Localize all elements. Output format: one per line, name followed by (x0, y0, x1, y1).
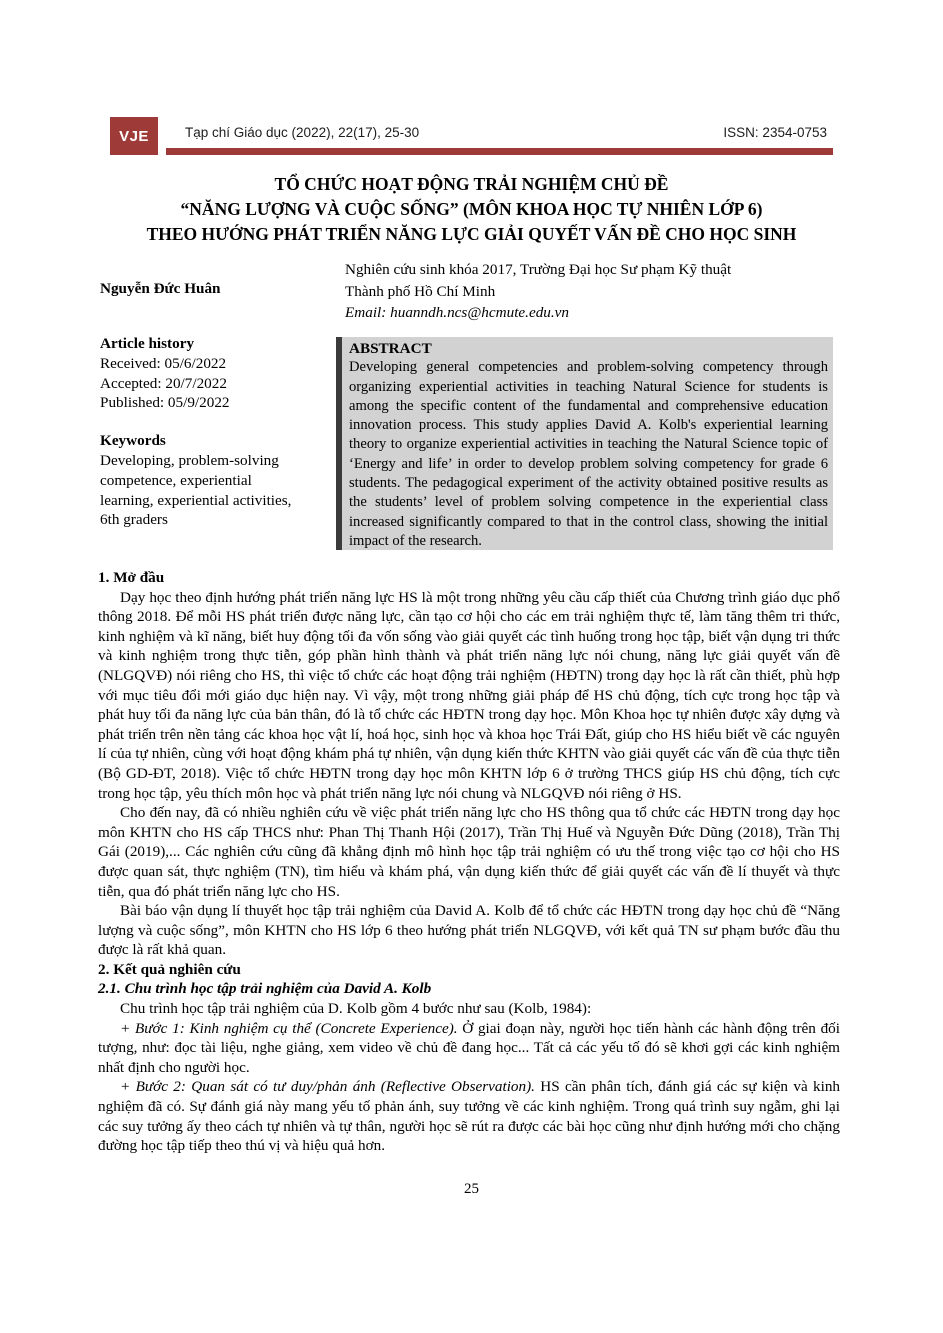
kolb-step-2-text: HS cần phân tích, đánh giá các sự kiện và kinh nghiệm đã có. Sự đánh giá này mang yếu tố phản ánh, suy tưởng về các kinh nghiệm. Trong quá trình suy ngẫm, ghi lại các suy tưởng ấy theo cách tự nhiên và tự thân, người học sẽ rút ra được các bài học cũng như định hướng mới cho chặng đường học tập tiếp theo thú vị và hiệu quả hơn. (98, 1078, 841, 1155)
kolb-step-1-paragraph (98, 1019, 840, 1078)
article-history-block (100, 334, 322, 413)
kolb-step-1-lead: + Bước 1: Kinh nghiệm cụ thể (Concrete Experience). (120, 1019, 458, 1037)
accepted-date: Accepted: 20/7/2022 (100, 374, 227, 392)
author-details (345, 259, 765, 324)
header-rule (110, 148, 833, 155)
received-date: Received: 05/6/2022 (100, 354, 227, 372)
section-2-heading: 2. Kết quả nghiên cứu (98, 960, 241, 978)
paper-title-line-1: TỔ CHỨC HOẠT ĐỘNG TRẢI NGHIỆM CHỦ ĐỀ (274, 174, 669, 194)
author-name: Nguyễn Đức Huân (100, 280, 221, 297)
keywords-text: Developing, problem-solving competence, experiential learning, experiential activities, 6th graders (100, 451, 292, 529)
journal-citation: Tạp chí Giáo dục (2022), 22(17), 25-30 (185, 125, 420, 140)
section-1-heading: 1. Mở đầu (98, 569, 165, 586)
paper-title-line-3: THEO HƯỚNG PHÁT TRIỂN NĂNG LỰC GIẢI QUYẾT VẤN ĐỀ CHO HỌC SINH (146, 224, 797, 244)
abstract-heading: ABSTRACT (349, 340, 432, 357)
abstract-box (336, 337, 833, 550)
abstract-text: Developing general competencies and problem-solving competency through organizing experiential activities in teaching Natural Science for students is among the specific content of the fundamental and comprehensive education innovation process. This study applies David A. Kolb's experiential learning theory to organize experiential activities in teaching the Natural Science topic of ‘Energy and life’ in order to develop problem solving competency for grade 6 students. The pedagogical experiment of the activity obtained positive results as the students’ level of problem solving competence in the experiential class increased significantly compared to that in the control class, showing the initial impact of the research. (349, 359, 828, 549)
journal-logo (110, 117, 166, 155)
author-affiliation: Nghiên cứu sinh khóa 2017, Trường Đại học Sư phạm Kỹ thuật Thành phố Hồ Chí Minh (345, 261, 732, 300)
published-date: Published: 05/9/2022 (100, 394, 230, 412)
keywords-block (100, 431, 322, 530)
body-paragraph-2: Cho đến nay, đã có nhiều nghiên cứu về việc phát triển năng lực cho HS thông qua tổ chức các HĐTN trong dạy học môn KHTN cho HS cấp THCS như: Phan Thị Thanh Hội (2017), Trần Thị Huế và Nguyễn Đức Dũng (2018), Trần Thị Gái (2019),... Các nghiên cứu cũng đã khẳng định mô hình học tập trải nghiệm có ưu thế trong việc tạo cơ hội cho HS được quan sát, thực nghiệm (TN), tìm hiểu và khám phá, vận dụng kiến thức để giải quyết các vấn đề lí thuyết và thực tiễn, qua đó phát triển năng lực cho HS. (98, 804, 840, 900)
paper-title (0, 172, 943, 247)
kolb-step-2-lead: + Bước 2: Quan sát có tư duy/phản ánh (Reflective Observation). (120, 1078, 535, 1096)
keywords-heading: Keywords (100, 432, 166, 450)
issn-label: ISSN: 2354-0753 (723, 125, 827, 140)
page-number: 25 (464, 1181, 479, 1197)
journal-logo-text: VJE (119, 127, 149, 145)
kolb-step-1-text: Ở giai đoạn này, người học tiến hành các hành động trên đối tượng, như: đọc tài liệu, nghe giảng, xem video về chủ đề đang học... Tất cả các yếu tố đó sẽ khơi gợi các kinh nghiệm nhất định cho người học. (98, 1019, 840, 1076)
kolb-step-2-paragraph (98, 1077, 840, 1155)
section-2-1-heading: 2.1. Chu trình học tập trải nghiệm của David A. Kolb (98, 980, 432, 998)
body-paragraph-3: Bài báo vận dụng lí thuyết học tập trải nghiệm của David A. Kolb để tổ chức các HĐTN trong dạy học chủ đề “Năng lượng và cuộc sống”, môn KHTN cho HS lớp 6 theo hướng phát triển NLGQVĐ, với kết quả TN sư phạm bước đầu thu được là rất khả quan. (98, 902, 840, 959)
article-history-heading: Article history (100, 335, 195, 352)
article-body (98, 568, 840, 1156)
paper-title-line-2: “NĂNG LƯỢNG VÀ CUỘC SỐNG” (MÔN KHOA HỌC TỰ NHIÊN LỚP 6) (180, 199, 763, 219)
author-email: Email: huanndh.ncs@hcmute.edu.vn (345, 304, 570, 321)
article-meta-column (100, 334, 322, 530)
body-paragraph-1: Dạy học theo định hướng phát triển năng lực HS là một trong những yêu cầu cấp thiết của Chương trình giáo dục phổ thông 2018. Để mỗi HS phát triển được năng lực, cần tạo cơ hội cho các em trải nghiệm thực tế, làm tăng thêm tri thức, kinh nghiệm và kĩ năng, biết huy động tối đa vốn sống vào giải quyết các tình huống trong học tập, biết vận dụng tri thức và kinh nghiệm trong thực tiễn, góp phần hình thành và phát triển năng lực nói chung, năng lực giải quyết vấn đề (NLGQVĐ) nói riêng cho HS, thì việc tổ chức các hoạt động trải nghiệm (HĐTN) trong dạy học là rất cần thiết, phù hợp với mục tiêu đổi mới giáo dục hiện nay. Vì vậy, một trong những giải pháp để HS chủ động, tích cực trong học tập và phát huy tối đa năng lực của bản thân, đó là tổ chức các HĐTN trong dạy học. Môn Khoa học tự nhiên được xây dựng và phát triển trên nền tảng các khoa học vật lí, hoá học, sinh học và khoa học Trái Đất, giúp cho HS hiểu biết về các nguyên lí của tự nhiên, cùng với hoạt động khám phá tự nhiên, vận dụng kiến thức KHTN vào giải quyết các vấn đề của thực tiễn (Bộ GD-ĐT, 2018). Việc tổ chức HĐTN trong dạy học môn KHTN lớp 6 ở trường THCS giúp HS chủ động, tích cực trong học tập, yêu thích môn học và phát triển năng lực nói chung và NLGQVĐ nói riêng ở HS. (98, 588, 840, 802)
kolb-intro-paragraph: Chu trình học tập trải nghiệm của D. Kolb gồm 4 bước như sau (Kolb, 1984): (120, 1000, 592, 1018)
